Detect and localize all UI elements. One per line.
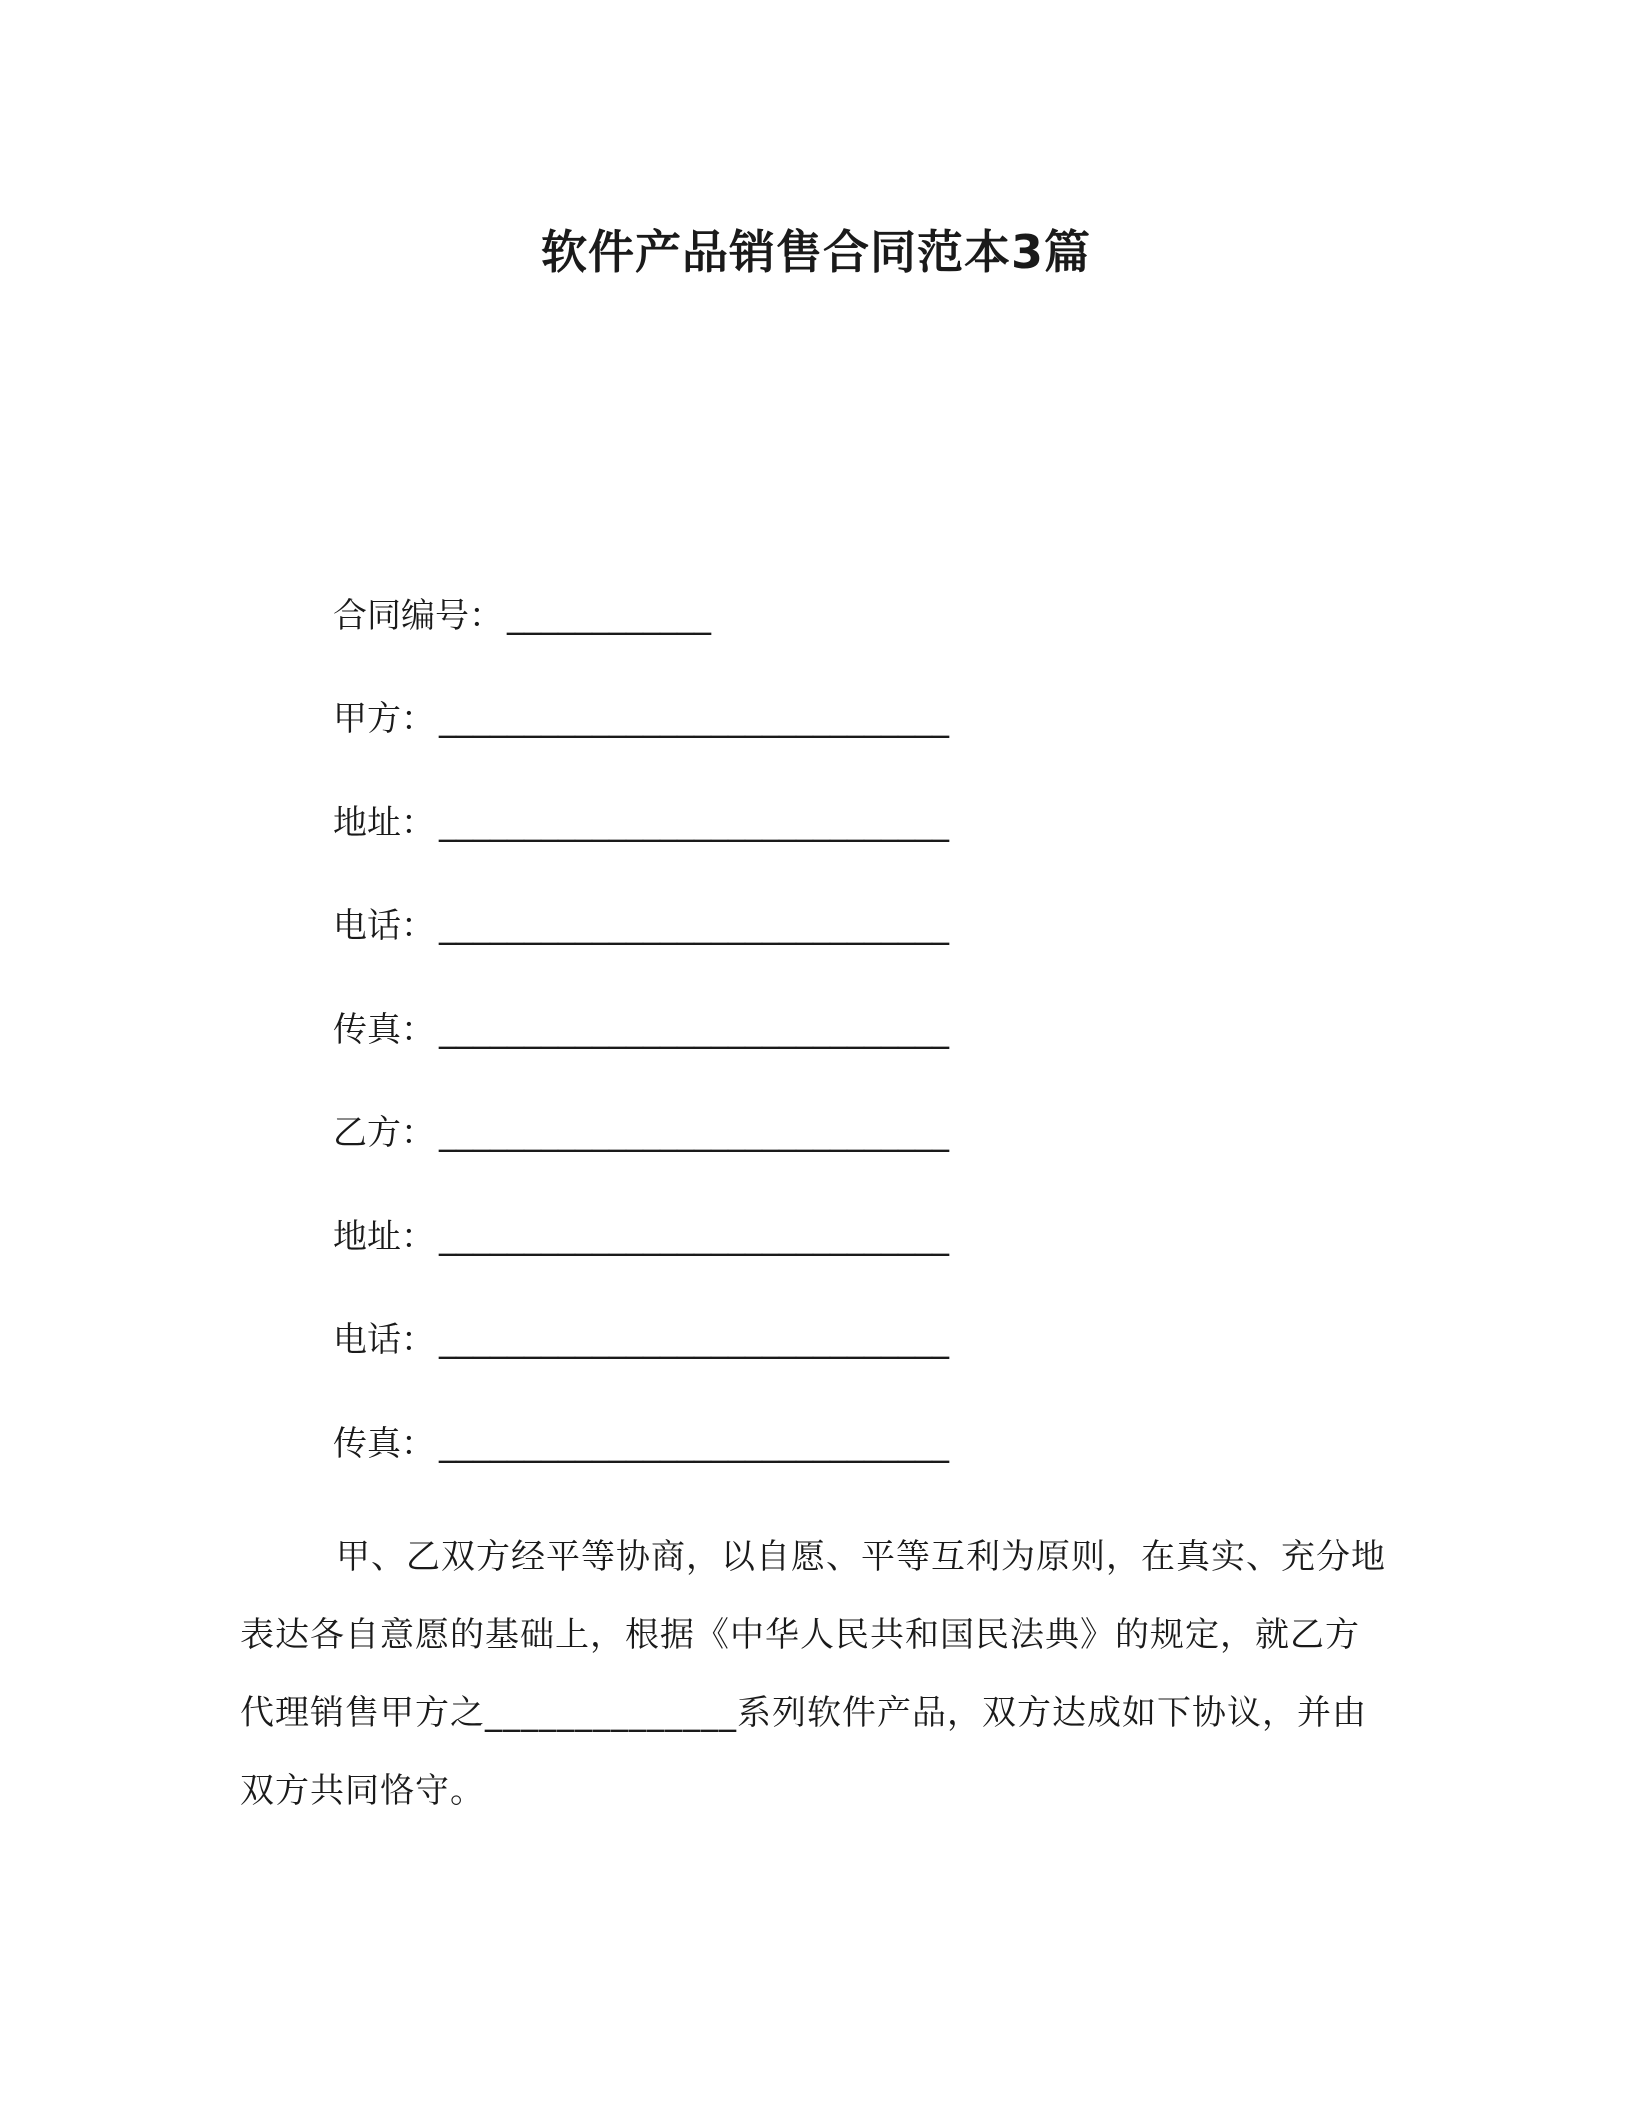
party-a-phone-field (333, 896, 949, 956)
party-a-address-field (333, 793, 949, 853)
contract-number-field (333, 586, 711, 646)
paragraph-text-part2: 系列软件产品，双方达成如下协议，并由双方共同恪守。 (240, 1693, 1367, 1811)
field-label: 地址： (333, 1217, 435, 1257)
field-label: 电话： (333, 906, 435, 946)
field-label: 传真： (333, 1424, 435, 1464)
party-b-fax-field (333, 1414, 949, 1474)
field-blank: ______________________________ (439, 1424, 949, 1464)
field-blank: ______________________________ (439, 1217, 949, 1257)
agreement-paragraph (240, 1518, 1390, 1830)
field-blank: ______________________________ (439, 1320, 949, 1360)
field-label: 合同编号： (333, 596, 503, 636)
paragraph-text-part1: 甲、乙双方经平等协商，以自愿、平等互利为原则，在真实、充分地表达各自意愿的基础上，根据《中华人民共和国民法典》的规定，就乙方代理销售甲方之 (240, 1537, 1386, 1733)
party-b-address-field (333, 1207, 949, 1267)
field-label: 传真： (333, 1010, 435, 1050)
field-blank: ______________________________ (439, 803, 949, 843)
field-blank: ______________________________ (439, 906, 949, 946)
party-b-field (333, 1103, 949, 1163)
party-a-fax-field (333, 1000, 949, 1060)
document-title: 软件产品销售合同范本3篇 (540, 225, 1091, 279)
product-series-blank: ______________ (485, 1693, 737, 1733)
field-blank: ______________________________ (439, 699, 949, 739)
field-label: 电话： (333, 1320, 435, 1360)
field-blank: ____________ (507, 596, 711, 636)
field-label: 地址： (333, 803, 435, 843)
field-label: 乙方： (333, 1113, 435, 1153)
party-b-phone-field (333, 1310, 949, 1370)
field-blank: ______________________________ (439, 1113, 949, 1153)
field-label: 甲方： (333, 699, 435, 739)
party-a-field (333, 689, 949, 749)
field-blank: ______________________________ (439, 1010, 949, 1050)
